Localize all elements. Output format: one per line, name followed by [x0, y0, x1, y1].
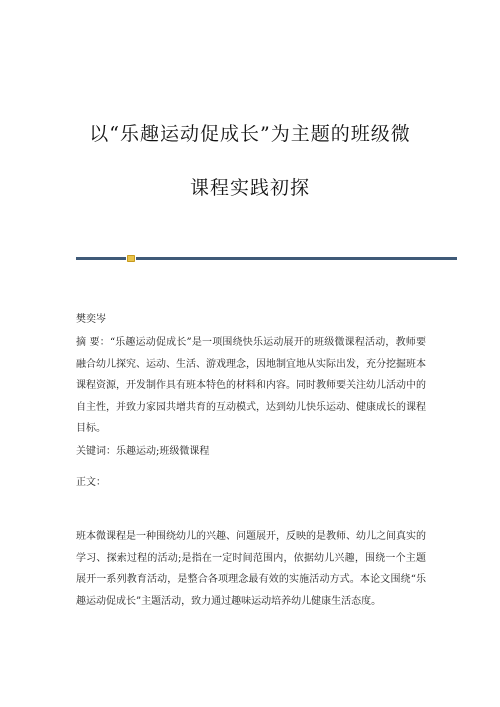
keywords-label: 关键词：	[76, 446, 116, 457]
divider-bar-right	[136, 257, 457, 260]
divider-badge-icon	[127, 255, 135, 262]
divider-bar-left	[76, 257, 126, 260]
abstract-paragraph	[76, 332, 426, 440]
document-title-line-2: 课程实践初探	[189, 177, 310, 199]
abstract-label: 摘 要：	[76, 337, 110, 348]
keywords-line	[76, 441, 426, 463]
abstract-text: “乐趣运动促成长”是一项围绕快乐运动展开的班级微课程活动，教师要融合幼儿探究、运动、生活、游戏理念，因地制宜地从实际出发，充分挖掘班本课程资源，开发制作具有班本特色的材料和内容。同时教师要关注幼儿活动中的自主性，并致力家园共增共育的互动模式，达到幼儿快乐运动、健康成长的课程目标。	[76, 337, 426, 435]
author-name: 樊奕岑	[76, 314, 106, 325]
document-title-line-1: 以“乐趣运动促成长”为主题的班级微	[89, 123, 411, 145]
keywords-text: 乐趣运动;班级微课程	[116, 446, 210, 457]
title-divider	[76, 255, 457, 262]
intro-paragraph: 班本微课程是一种围绕幼儿的兴趣、问题展开，反映的是教师、幼儿之间真实的学习、探索过程的活动;是指在一定时间范围内，依据幼儿兴趣，围绕一个主题展开一系列教育活动，是整合各项理念最有效的实施活动方式。本论文围绕“乐趣运动促成长”主题活动，致力通过趣味运动培养幼儿健康生活态度。	[76, 531, 426, 607]
body-heading: 正文：	[76, 477, 106, 488]
